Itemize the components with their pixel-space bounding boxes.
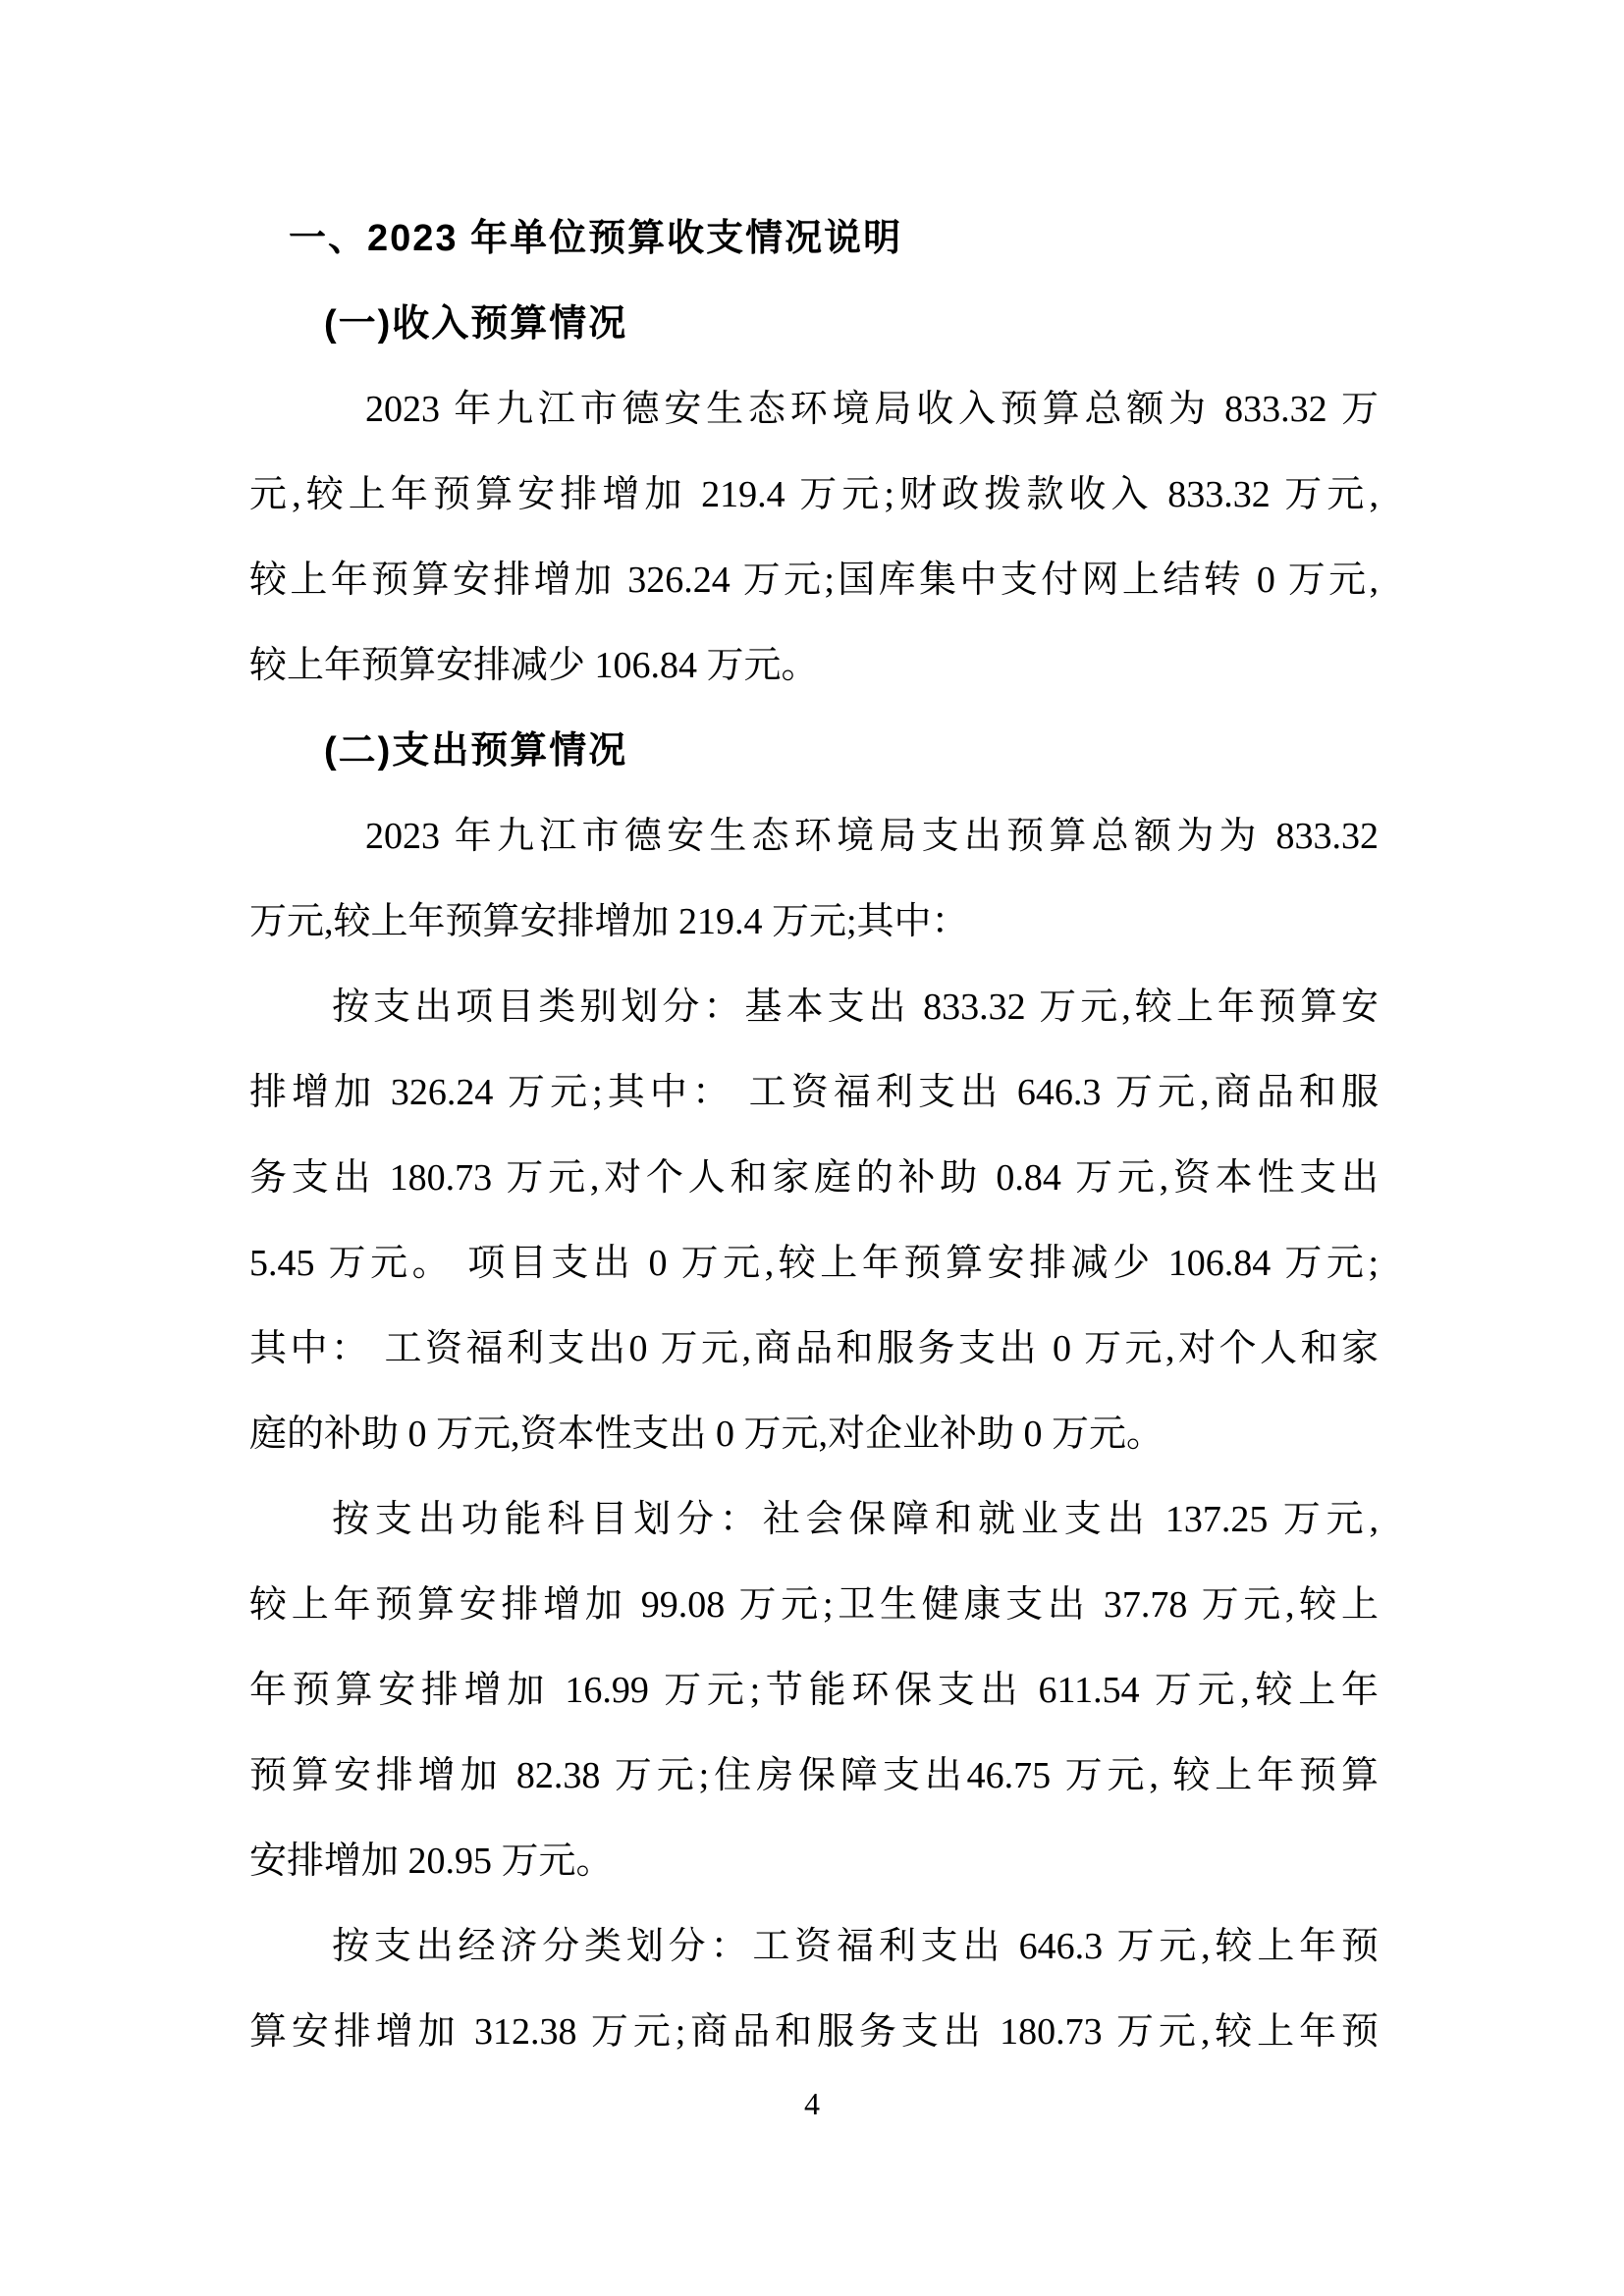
text-line: 较上年预算安排增加 99.08 万元;卫生健康支出 37.78 万元,较上 — [249, 1584, 1379, 1626]
text-line: 按支出经济分类划分：工资福利支出 646.3 万元,较上年预 — [332, 1926, 1379, 1967]
text-line: 年预算安排增加 16.99 万元;节能环保支出 611.54 万元,较上年 — [249, 1670, 1379, 1711]
text-line: 安排增加 20.95 万元。 — [249, 1841, 614, 1882]
text-line: 万元,较上年预算安排增加 219.4 万元;其中： — [249, 901, 969, 942]
page-number: 4 — [804, 2086, 820, 2121]
subheading-income-budget: (一)收入预算情况 — [324, 303, 628, 345]
text-line: 较上年预算安排减少 106.84 万元。 — [249, 645, 819, 686]
text-line: 预算安排增加 82.38 万元;住房保障支出46.75 万元, 较上年预算 — [249, 1755, 1379, 1796]
text-line: 其中： 工资福利支出0 万元,商品和服务支出 0 万元,对个人和家 — [249, 1328, 1379, 1369]
text-line: 按支出功能科目划分：社会保障和就业支出 137.25 万元, — [332, 1499, 1379, 1540]
text-line: 2023 年九江市德安生态环境局支出预算总额为为 833.32 — [365, 816, 1379, 857]
text-line: 2023 年九江市德安生态环境局收入预算总额为 833.32 万 — [365, 389, 1379, 430]
text-line: 按支出项目类别划分：基本支出 833.32 万元,较上年预算安 — [332, 987, 1379, 1028]
document-body — [249, 196, 1379, 2075]
text-line: 元,较上年预算安排增加 219.4 万元;财政拨款收入 833.32 万元, — [249, 474, 1379, 515]
text-line: 排增加 326.24 万元;其中： 工资福利支出 646.3 万元,商品和服 — [249, 1072, 1379, 1113]
section-heading-budget-overview: 一、2023 年单位预算收支情况说明 — [289, 218, 903, 259]
text-line: 5.45 万元。 项目支出 0 万元,较上年预算安排减少 106.84 万元; — [249, 1243, 1379, 1284]
text-line: 较上年预算安排增加 326.24 万元;国库集中支付网上结转 0 万元, — [249, 560, 1379, 601]
text-line: 务支出 180.73 万元,对个人和家庭的补助 0.84 万元,资本性支出 — [249, 1157, 1379, 1199]
subheading-expenditure-budget: (二)支出预算情况 — [324, 730, 628, 772]
text-line: 庭的补助 0 万元,资本性支出 0 万元,对企业补助 0 万元。 — [249, 1414, 1164, 1455]
text-line: 算安排增加 312.38 万元;商品和服务支出 180.73 万元,较上年预 — [249, 2011, 1379, 2053]
